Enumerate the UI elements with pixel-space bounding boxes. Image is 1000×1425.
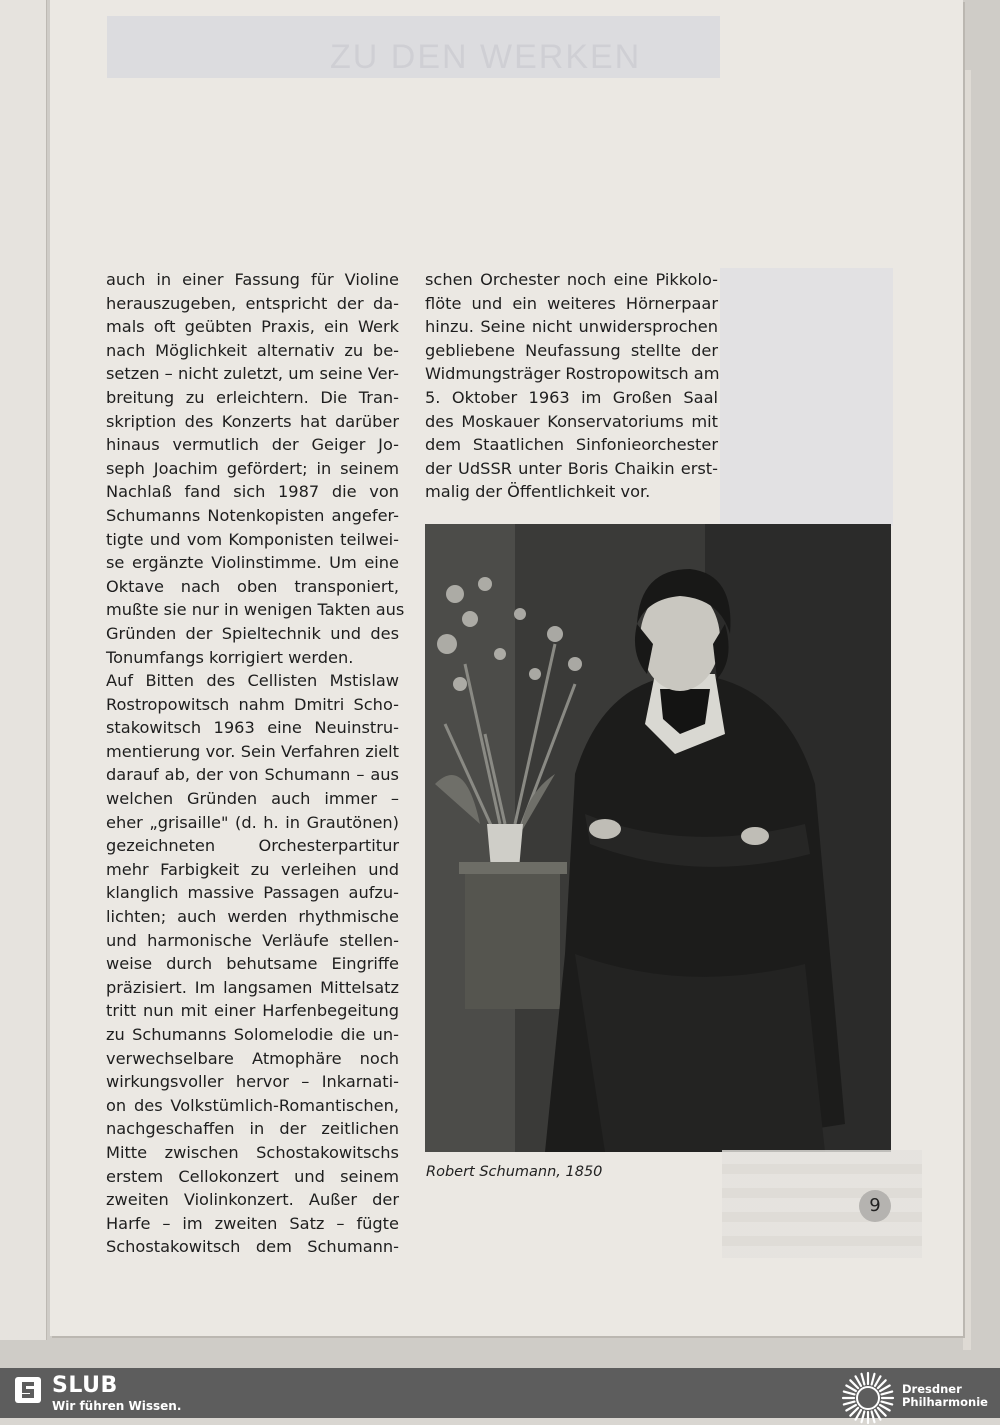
text-line: klanglich massive Passagen aufzu- [106,883,399,903]
sunburst-ray [844,1392,855,1395]
text-line: Tonumfangs korrigiert werden. [106,647,354,667]
text-line: nachgeschaffen in der zeitlichen [106,1119,399,1139]
text-line: Harfe – im zweiten Satz – fügte [106,1213,399,1233]
text-line: Oktave nach oben transponiert, [106,576,399,596]
sunburst-ray [880,1405,890,1411]
text-line: gezeichneten Orchesterpartitur [106,836,399,856]
partner-name [902,1383,988,1409]
text-line: mußte sie nur in wenigen Takten aus [106,600,405,620]
slub-logo-icon [14,1376,42,1404]
text-line: 5. Oktober 1963 im Großen Saal [425,387,718,407]
text-line: hinzu. Seine nicht unwidersprochen [425,317,718,337]
text-line: zweiten Violinkonzert. Außer der [106,1190,399,1210]
shaded-box [720,268,893,526]
text-line: hinaus vermutlich der Geiger Jo- [106,435,399,455]
text-line: Gründen der Spieltechnik und des [106,623,399,643]
text-line: dem Staatlichen Sinfonieorchester [425,435,718,455]
partner-name-line1: Dresdner [902,1382,962,1396]
text-line: schen Orchester noch eine Pikkolo- [425,270,718,289]
text-line: tigte und vom Komponisten teilwei- [106,529,399,549]
sunburst-ray [862,1374,865,1385]
text-line: nach Möglichkeit alternativ zu be- [106,340,399,360]
text-line: präzisiert. Im langsamen Mittelsatz [106,977,399,997]
page-number: 9 [859,1190,891,1222]
text-line: malig der Öffentlichkeit vor. [425,482,651,502]
photo-caption: Robert Schumann, 1850 [426,1164,603,1180]
text-line: mentierung vor. Sein Verfahren zielt [106,741,399,761]
sunburst-ray [850,1408,858,1416]
text-line: seph Joachim gefördert; in seinem [106,458,399,478]
sunburst-logo-icon [841,1371,895,1425]
sunburst-ray [872,1374,875,1385]
text-line: Auf Bitten des Cellisten Mstislaw [106,671,399,691]
text-line: Nachlaß fand sich 1987 die von [106,482,399,502]
sunburst-ray [872,1412,875,1423]
text-line: mals oft geübten Praxis, ein Werk [106,317,399,337]
text-line: des Moskauer Konservatoriums mit [425,411,718,431]
sunburst-ray [846,1405,856,1411]
text-line: tritt nun mit einer Harfenbegeitung [106,1001,399,1021]
text-column-left [106,268,405,1259]
show-through-text [722,1150,922,1258]
text-line: weise durch behutsame Eingriffe [106,954,399,974]
library-name: SLUB [52,1373,118,1398]
text-line: verwechselbare Atmophäre noch [106,1048,399,1068]
text-line: lichten; auch werden rhythmische [106,907,399,927]
text-line: Mitte zwischen Schostakowitschs [106,1142,399,1162]
text-line: der UdSSR unter Boris Chaikin erst- [425,458,718,478]
portrait-photo [425,524,891,1152]
text-line: eher „grisaille" (d. h. in Grautönen) [106,812,399,832]
sunburst-ray [880,1386,890,1392]
sunburst-ray [882,1402,893,1405]
text-line: mehr Farbigkeit zu verleihen und [106,859,399,879]
sunburst-ray [878,1408,886,1416]
sunburst-ray [850,1380,858,1388]
text-line: flöte und ein weiteres Hörnerpaar [425,293,718,313]
text-line: se ergänzte Violinstimme. Um eine [106,553,399,573]
text-line: skription des Konzerts hat darüber [106,411,399,431]
text-line: auch in einer Fassung für Violine [106,270,399,289]
text-line: herauszugeben, entspricht der da- [106,293,399,313]
sunburst-ray [878,1380,886,1388]
portrait-illustration [425,524,891,1152]
text-line: zu Schumanns Solomelodie die un- [106,1025,399,1044]
header-band-text: ZU DEN WERKEN [330,38,642,76]
text-line: darauf ab, der von Schumann – aus [106,765,399,785]
sunburst-ray [844,1402,855,1405]
text-line: erstem Cellokonzert und seinem [106,1166,399,1186]
partner-name-line2: Philharmonie [902,1395,988,1409]
text-line: Widmungsträger Rostropowitsch am [425,364,720,384]
text-line: und harmonische Verläufe stellen- [106,930,399,950]
sunburst-ray [856,1376,862,1386]
text-line: Schumanns Notenkopisten angefer- [106,505,399,525]
sunburst-ray [846,1386,856,1392]
sunburst-ray [875,1376,881,1386]
text-line: Schostakowitsch dem Schumann- [106,1237,399,1257]
previous-page-edge [0,0,47,1340]
text-line: setzen – nicht zuletzt, um seine Ver- [106,364,399,384]
sunburst-ray [875,1410,881,1420]
library-tagline: Wir führen Wissen. [52,1399,182,1413]
sunburst-ray [856,1410,862,1420]
text-line: Rostropowitsch nahm Dmitri Scho- [106,694,399,714]
text-line: welchen Gründen auch immer – [106,789,399,809]
text-line: on des Volkstümlich-Romantischen, [106,1095,399,1115]
text-line: gebliebene Neufassung stellte der [425,340,718,360]
sunburst-ray [882,1392,893,1395]
page-edge [963,70,971,1350]
sunburst-ray [862,1412,865,1423]
text-line: stakowitsch 1963 eine Neuinstru- [106,718,399,738]
text-line: wirkungsvoller hervor – Inkarnati- [106,1072,399,1092]
text-column-right [425,268,718,504]
text-line: breitung zu erleichtern. Die Tran- [106,387,399,407]
